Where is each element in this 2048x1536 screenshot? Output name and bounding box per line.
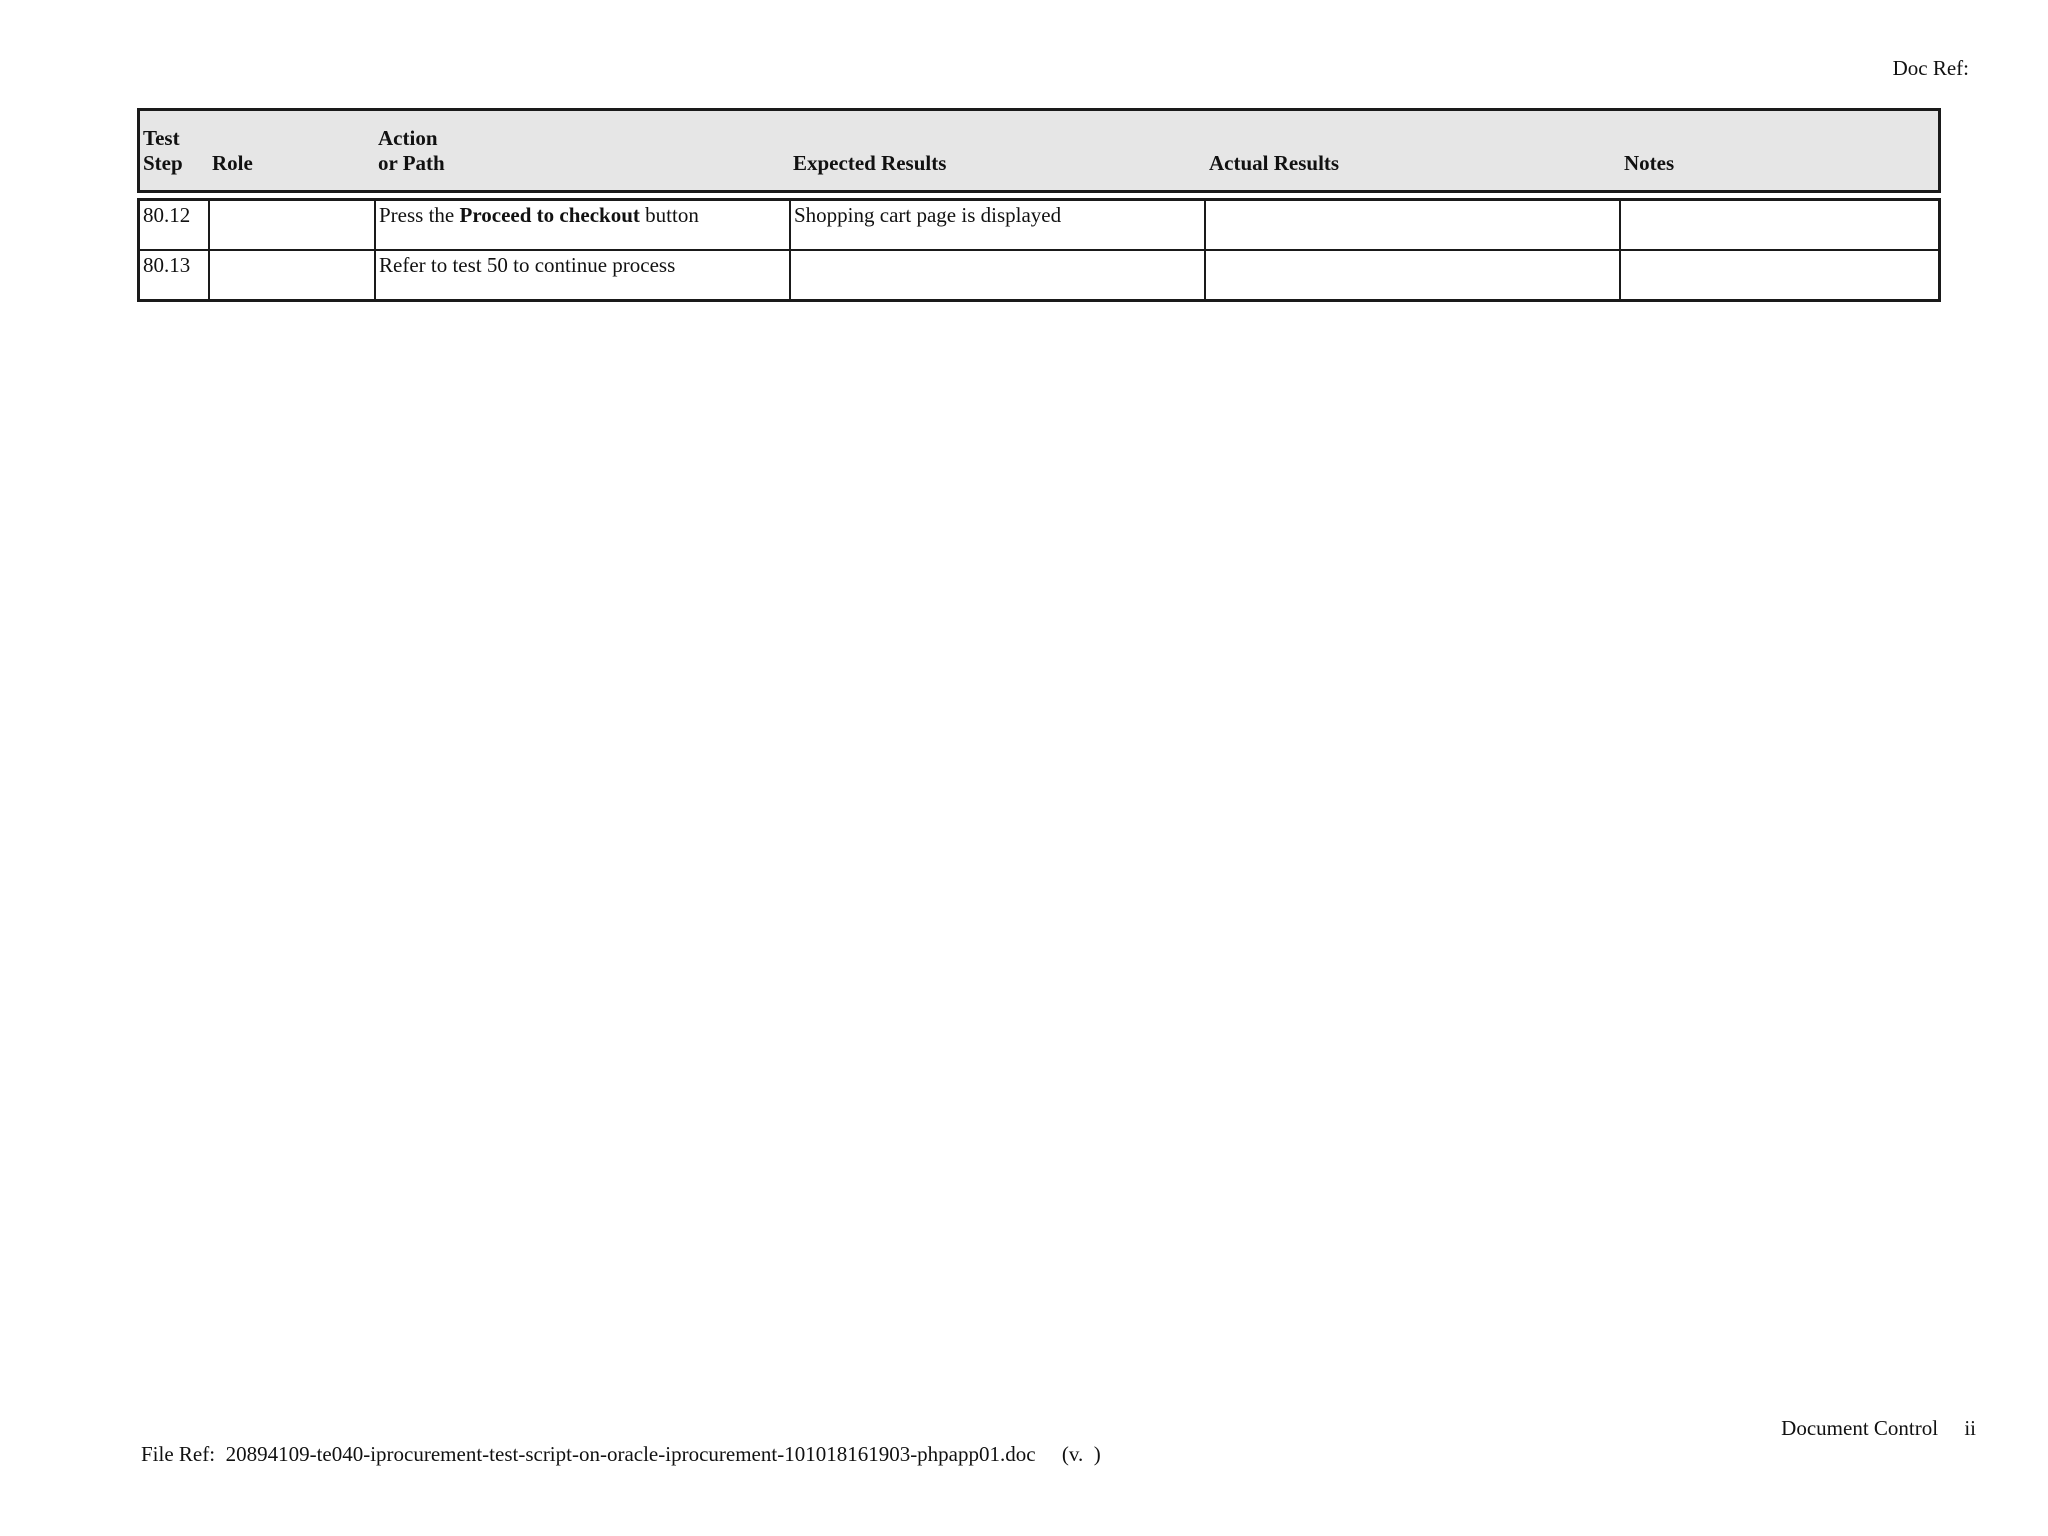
- footer-file-ref: [141, 1442, 1101, 1467]
- column-header-action: [378, 126, 445, 176]
- table-body: [137, 198, 1941, 302]
- file-version: (v. ): [1061, 1442, 1101, 1466]
- cell-test-step: 80.12: [140, 201, 209, 250]
- column-header-role-label: Role: [212, 151, 253, 175]
- footer-section-title: Document Control: [1781, 1416, 1939, 1440]
- column-header-notes-label: Notes: [1624, 151, 1675, 175]
- column-header-actual-results: [1209, 151, 1339, 176]
- table-header: [137, 108, 1941, 193]
- footer-section-and-page: [1781, 1416, 1976, 1441]
- file-ref-value: 20894109-te040-iprocurement-test-script-on-oracle-iprocurement-101018161903-phpapp01.doc: [225, 1442, 1036, 1466]
- cell-expected-results: Shopping cart page is displayed: [790, 201, 1205, 250]
- cell-notes: [1620, 201, 1938, 250]
- table-row: [140, 250, 1938, 299]
- column-header-notes: [1624, 151, 1674, 176]
- cell-test-step: 80.13: [140, 250, 209, 299]
- test-script-table: [137, 108, 1941, 302]
- cell-expected-results: [790, 250, 1205, 299]
- table-row: [140, 201, 1938, 250]
- column-header-test-step: [143, 126, 183, 176]
- footer-page-number: ii: [1964, 1416, 1976, 1440]
- column-header-action-line2: or Path: [378, 151, 445, 175]
- action-text-suffix: button: [639, 203, 699, 227]
- cell-role: [209, 201, 375, 250]
- column-header-test-step-line1: Test: [143, 126, 180, 150]
- cell-role: [209, 250, 375, 299]
- cell-action: [375, 250, 790, 299]
- column-header-action-line1: Action: [378, 126, 438, 150]
- action-text: Press the: [379, 203, 460, 227]
- cell-actual-results: [1205, 250, 1620, 299]
- action-text: Refer to test 50 to continue process: [379, 253, 676, 277]
- file-ref-label: File Ref:: [141, 1442, 216, 1466]
- column-header-actual-label: Actual Results: [1209, 151, 1340, 175]
- cell-actual-results: [1205, 201, 1620, 250]
- column-header-expected-results: [793, 151, 946, 176]
- cell-notes: [1620, 250, 1938, 299]
- column-header-test-step-line2: Step: [143, 151, 183, 175]
- doc-ref: Doc Ref:: [1892, 56, 1969, 80]
- action-emphasis: Proceed to checkout: [459, 203, 640, 227]
- column-header-expected-label: Expected Results: [793, 151, 947, 175]
- cell-action: [375, 201, 790, 250]
- column-header-role: [212, 151, 253, 176]
